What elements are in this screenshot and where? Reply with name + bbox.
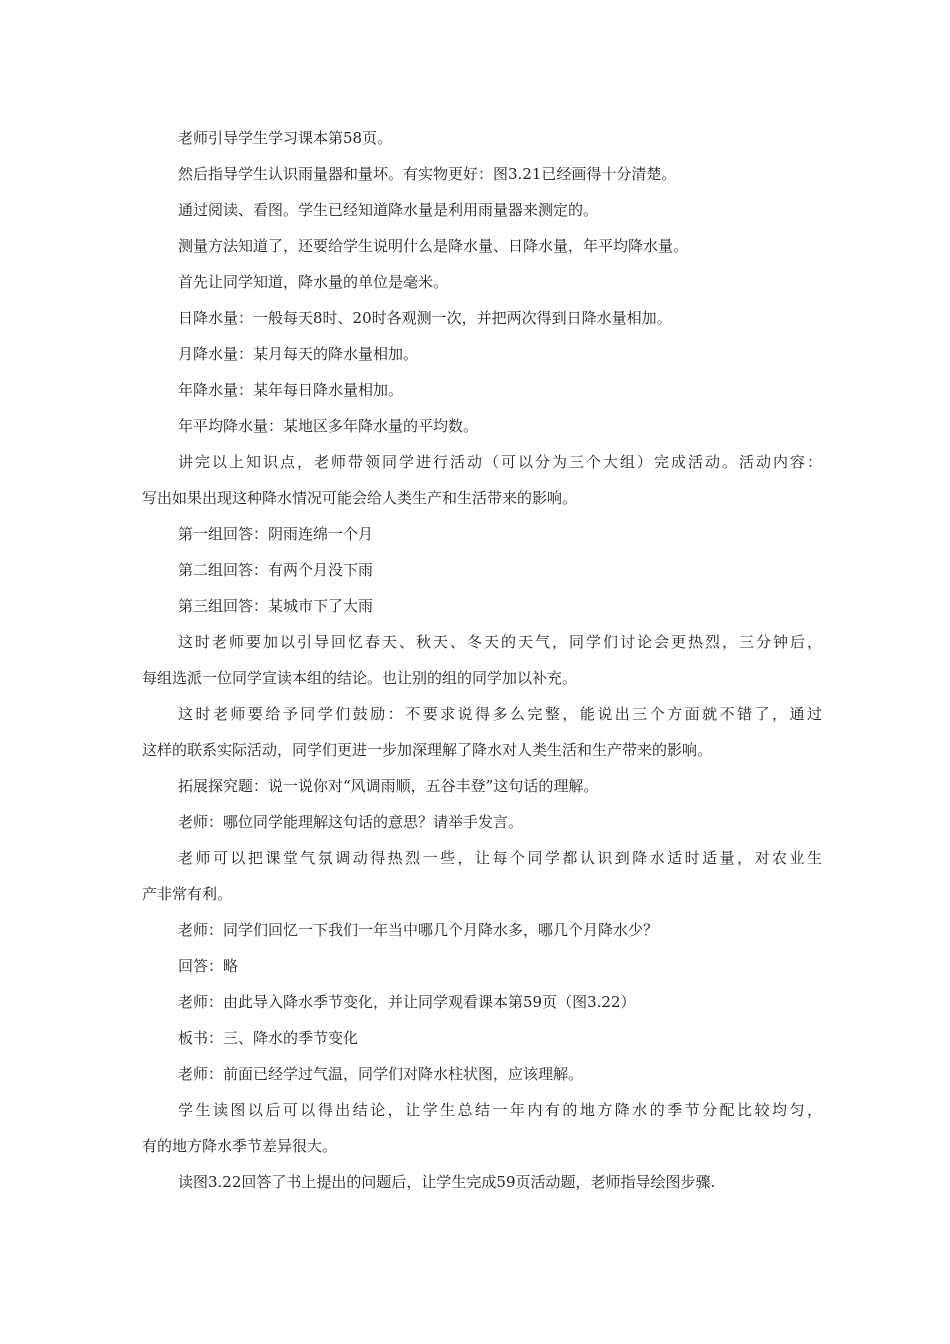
paragraph xyxy=(142,1164,822,1200)
paragraph xyxy=(142,840,822,912)
paragraph xyxy=(142,156,822,192)
paragraph xyxy=(142,516,822,552)
paragraph-line: 老师：前面已经学过气温，同学们对降水柱状图，应该理解。 xyxy=(178,1065,584,1083)
paragraph xyxy=(142,552,822,588)
paragraph xyxy=(142,120,822,156)
document-body xyxy=(142,120,822,1200)
paragraph-line: 老师可以把课堂气氛调动得热烈一些，让每个同学都认识到降水适时适量，对农业生 xyxy=(178,849,822,867)
paragraph-line: 然后指导学生认识雨量器和量坏。有实物更好：图3.21已经画得十分清楚。 xyxy=(178,165,677,183)
paragraph-line: 第三组回答：某城市下了大雨 xyxy=(178,597,374,615)
paragraph xyxy=(142,948,822,984)
paragraph-line: 首先让同学知道，降水量的单位是毫米。 xyxy=(178,273,449,291)
paragraph-line: 老师：哪位同学能理解这句话的意思？请举手发言。 xyxy=(178,813,524,831)
paragraph xyxy=(142,336,822,372)
paragraph-line: 第一组回答：阴雨连绵一个月 xyxy=(178,525,374,543)
paragraph xyxy=(142,768,822,804)
paragraph xyxy=(142,408,822,444)
paragraph xyxy=(142,1056,822,1092)
paragraph-line: 这样的联系实际活动，同学们更进一步加深理解了降水对人类生活和生产带来的影响。 xyxy=(142,741,713,759)
paragraph-line: 年平均降水量：某地区多年降水量的平均数。 xyxy=(178,417,479,435)
paragraph xyxy=(142,1092,822,1164)
paragraph xyxy=(142,912,822,948)
paragraph-line: 有的地方降水季节差异很大。 xyxy=(142,1137,338,1155)
paragraph-line: 老师：由此导入降水季节变化，并让同学观看课本第59页（图3.22） xyxy=(178,993,636,1011)
paragraph xyxy=(142,300,822,336)
paragraph-line: 老师引导学生学习课本第58页。 xyxy=(178,129,393,147)
paragraph-line: 读图3.22回答了书上提出的问题后，让学生完成59页活动题，老师指导绘图步骤. xyxy=(178,1173,716,1191)
paragraph xyxy=(142,1020,822,1056)
paragraph-line: 回答：略 xyxy=(178,957,239,975)
paragraph xyxy=(142,228,822,264)
paragraph-line: 年降水量：某年每日降水量相加。 xyxy=(178,381,404,399)
paragraph-line: 月降水量：某月每天的降水量相加。 xyxy=(178,345,419,363)
paragraph xyxy=(142,192,822,228)
paragraph-line: 测量方法知道了，还要给学生说明什么是降水量、日降水量，年平均降水量。 xyxy=(178,237,689,255)
paragraph xyxy=(142,696,822,768)
paragraph-line: 拓展探究题：说一说你对“风调雨顺，五谷丰登”这句话的理解。 xyxy=(178,777,599,795)
paragraph-line: 讲完以上知识点，老师带领同学进行活动（可以分为三个大组）完成活动。活动内容： xyxy=(178,453,822,471)
paragraph xyxy=(142,372,822,408)
paragraph-line: 产非常有利。 xyxy=(142,885,233,903)
paragraph-line: 老师：同学们回忆一下我们一年当中哪几个月降水多，哪几个月降水少？ xyxy=(178,921,659,939)
paragraph-line: 写出如果出现这种降水情况可能会给人类生产和生活带来的影响。 xyxy=(142,489,578,507)
paragraph xyxy=(142,588,822,624)
paragraph-line: 日降水量：一般每天8时、20时各观测一次，并把两次得到日降水量相加。 xyxy=(178,309,672,327)
paragraph xyxy=(142,624,822,696)
paragraph-line: 板书：三、降水的季节变化 xyxy=(178,1029,359,1047)
paragraph xyxy=(142,804,822,840)
paragraph-line: 每组选派一位同学宣读本组的结论。也让别的组的同学加以补充。 xyxy=(142,669,578,687)
paragraph-line: 这时老师要给予同学们鼓励：不要求说得多么完整，能说出三个方面就不错了，通过 xyxy=(178,705,822,723)
paragraph xyxy=(142,984,822,1020)
paragraph xyxy=(142,444,822,516)
paragraph xyxy=(142,264,822,300)
paragraph-line: 学生读图以后可以得出结论，让学生总结一年内有的地方降水的季节分配比较均匀， xyxy=(178,1101,822,1119)
paragraph-line: 第二组回答：有两个月没下雨 xyxy=(178,561,374,579)
paragraph-line: 通过阅读、看图。学生已经知道降水量是利用雨量器来测定的。 xyxy=(178,201,599,219)
paragraph-line: 这时老师要加以引导回忆春天、秋天、冬天的天气，同学们讨论会更热烈，三分钟后， xyxy=(178,633,822,651)
